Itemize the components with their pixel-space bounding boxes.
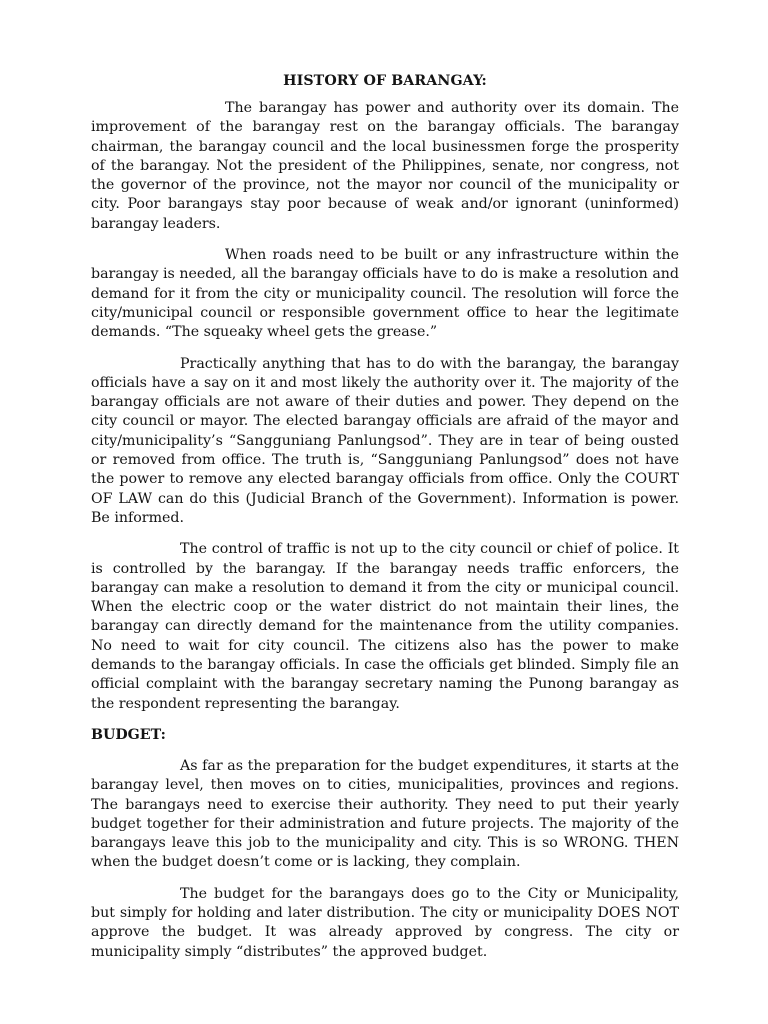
paragraph-budget-distribution: The budget for the barangays does go to the City or Municipality, but simply for holding and later distribution. The city or municipality DOES NOT approve the budget. It was already approved by congress. The city or municipality simply “distributes” the approved budget. [91, 885, 679, 960]
paragraph-officials-authority: Practically anything that has to do with the barangay, the barangay officials have a say on it and most likely the authority over it. The majority of the barangay officials are not aware of their duties and power. They depend on the city council or mayor. The elected barangay officials are afraid of the mayor and city/municipality’s “Sangguniang Panlungsod”. They are in tear of being ousted or removed from office. The truth is, “Sangguniang Panlungsod” does not have the power to remove any elected barangay officials from office. Only the COURT OF LAW can do this (Judicial Branch of the Government). Information is power. Be informed. [91, 355, 679, 526]
paragraph-domain-authority: The barangay has power and authority over its domain. The improvement of the barangay rest on the barangay officials. The barangay chairman, the barangay council and the local businessmen forge the prosperity of the barangay. Not the president of the Philippines, senate, nor congress, not the governor of the province, not the mayor nor council of the municipality or city. Poor barangays stay poor because of weak and/or ignorant (uninformed) barangay leaders. [91, 100, 679, 232]
document-title: HISTORY OF BARANGAY: [283, 73, 487, 89]
document-page [91, 72, 679, 974]
paragraph-budget-preparation: As far as the preparation for the budget expenditures, it starts at the barangay level, then moves on to cities, municipalities, provinces and regions. The barangays need to exercise their authority. They need to put their yearly budget together for their administration and future projects. The majority of the barangays leave this job to the municipality and city. This is so WRONG. THEN when the budget doesn’t come or is lacking, they complain. [91, 757, 679, 871]
paragraph-infrastructure: When roads need to be built or any infrastructure within the barangay is needed, all the barangay officials have to do is make a resolution and demand for it from the city or municipality council. The resolution will force the city/municipal council or responsible government office to hear the legitimate demands. “The squeaky wheel gets the grease.” [91, 247, 679, 341]
paragraph-traffic-control: The control of traffic is not up to the city council or chief of police. It is controlled by the barangay. If the barangay needs traffic enforcers, the barangay can make a resolution to demand it from the city or municipal council. When the electric coop or the water district do not maintain their lines, the barangay can directly demand for the maintenance from the utility companies. No need to wait for city council. The citizens also has the power to make demands to the barangay officials. In case the officials get blinded. Simply file an official complaint with the barangay secretary naming the Punong barangay as the respondent representing the barangay. [91, 541, 679, 712]
budget-heading: BUDGET: [91, 726, 166, 743]
